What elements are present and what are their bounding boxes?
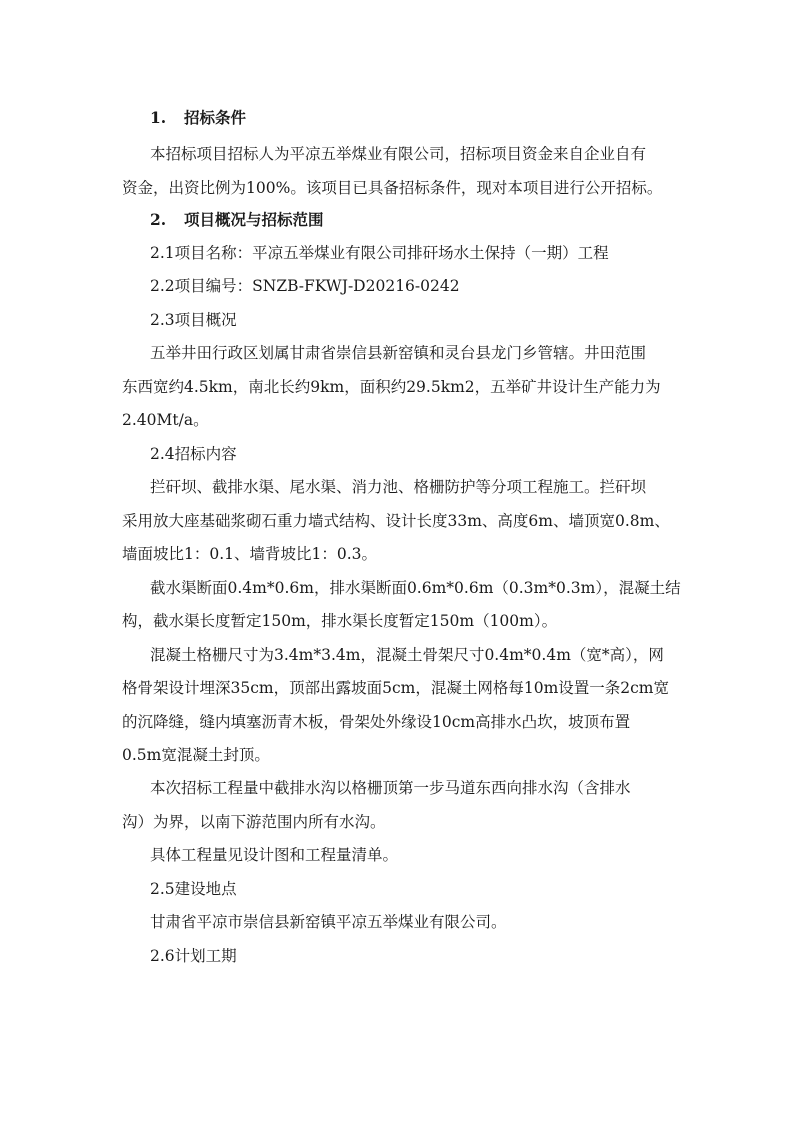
paragraph-2-line-3: 2.40Mt/a。 [122, 411, 209, 429]
paragraph-5-line-4: 0.5m宽混凝土封顶。 [122, 746, 270, 764]
paragraph-6-line-2: 沟）为界，以南下游范围内所有水沟。 [122, 813, 386, 831]
paragraph-2-line-2: 东西宽约4.5km，南北长约9km，面积约29.5km2，五举矿井设计生产能力为 [122, 378, 661, 396]
item-2-5-construction-site: 2.5建设地点 [150, 880, 237, 898]
section-2-title: 项目概况与招标范围 [184, 210, 324, 229]
paragraph-3-line-3: 墙面坡比1：0.1、墙背坡比1：0.3。 [122, 545, 378, 563]
paragraph-4-line-1: 截水渠断面0.4m*0.6m，排水渠断面0.6m*0.6m（0.3m*0.3m），混凝土结 [150, 579, 681, 597]
item-2-1-project-name: 2.1项目名称：平凉五举煤业有限公司排矸场水土保持（一期）工程 [150, 244, 609, 262]
paragraph-1-line-2: 资金，出资比例为100%。该项目已具备招标条件，现对本项目进行公开招标。 [122, 179, 663, 197]
section-1-number: 1. [150, 108, 167, 127]
paragraph-3-line-1: 拦矸坝、截排水渠、尾水渠、消力池、格栅防护等分项工程施工。拦矸坝 [150, 478, 647, 496]
paragraph-5-line-2: 格骨架设计埋深35cm，顶部出露坡面5cm，混凝土网格每10m设置一条2cm宽 [122, 679, 670, 697]
section-2-heading [150, 210, 324, 230]
paragraph-4-line-2: 构，截水渠长度暂定150m，排水渠长度暂定150m（100m）。 [122, 612, 558, 630]
item-2-2-project-number: 2.2项目编号：SNZB-FKWJ-D20216-0242 [150, 277, 460, 295]
paragraph-5-line-1: 混凝土格栅尺寸为3.4m*3.4m，混凝土骨架尺寸0.4m*0.4m（宽*高），网 [150, 646, 664, 664]
paragraph-7: 具体工程量见设计图和工程量清单。 [150, 846, 399, 864]
item-2-4-bid-content: 2.4招标内容 [150, 445, 237, 463]
paragraph-1-line-1: 本招标项目招标人为平凉五举煤业有限公司，招标项目资金来自企业自有 [150, 145, 647, 163]
paragraph-5-line-3: 的沉降缝，缝内填塞沥青木板，骨架处外缘设10cm高排水凸坎，坡顶布置 [122, 713, 631, 731]
item-2-6-planned-duration: 2.6计划工期 [150, 947, 237, 965]
section-2-number: 2. [150, 210, 167, 229]
section-1-title: 招标条件 [184, 108, 247, 127]
paragraph-2-line-1: 五举井田行政区划属甘肃省崇信县新窑镇和灵台县龙门乡管辖。井田范围 [150, 344, 647, 362]
section-1-heading [150, 108, 246, 128]
paragraph-6-line-1: 本次招标工程量中截排水沟以格栅顶第一步马道东西向排水沟（含排水 [150, 779, 631, 797]
paragraph-8: 甘肃省平凉市崇信县新窑镇平凉五举煤业有限公司。 [150, 913, 507, 931]
paragraph-3-line-2: 采用放大座基础浆砌石重力墙式结构、设计长度33m、高度6m、墙顶宽0.8m、 [122, 512, 670, 530]
item-2-3-project-overview: 2.3项目概况 [150, 311, 237, 329]
